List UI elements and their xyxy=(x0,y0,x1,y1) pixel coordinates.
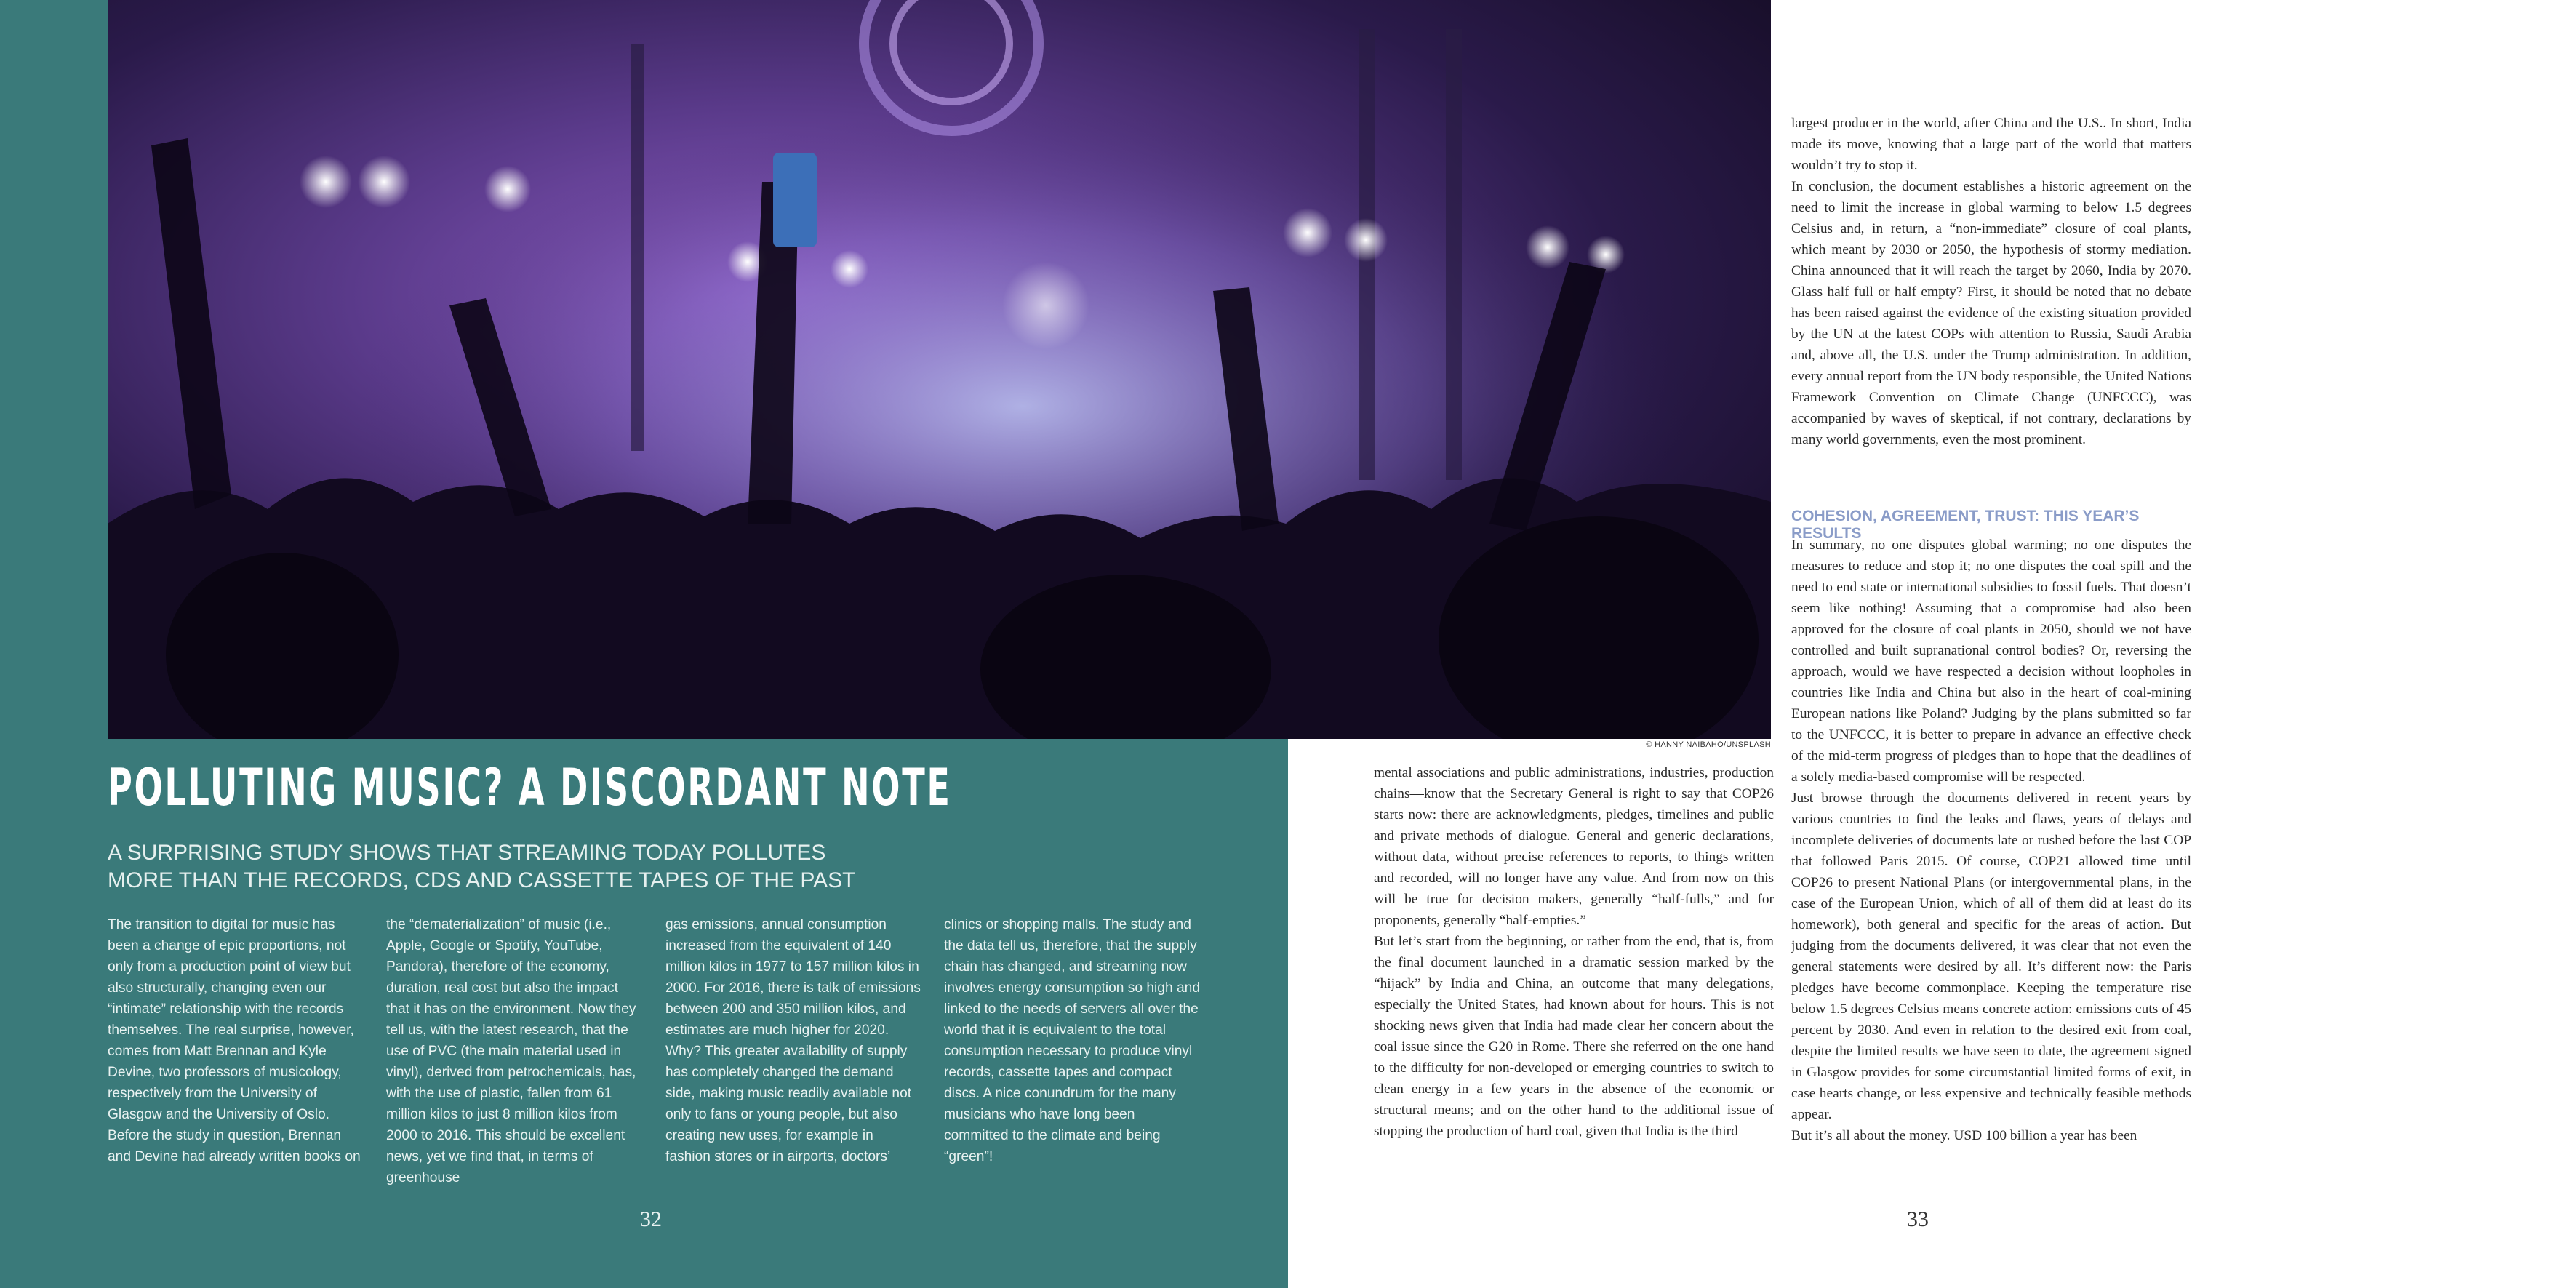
subhead-line-1: A SURPRISING STUDY SHOWS THAT STREAMING TODAY POLLUTES xyxy=(108,841,826,865)
left-column-2: the “dematerialization” of music (i.e., Apple, Google or Spotify, YouTube, Pandora), therefore of the economy, duration, real cost but also the impact that it has on the environment. Now they tell us, with the latest research, that the use of PVC (the main material used in vinyl), derived from petrochemicals, has, with the use of plastic, fallen from 61 million kilos to just 8 million kilos from 2000 to 2016. This should be excellent news, yet we find that, in terms of greenhouse xyxy=(386,917,636,1185)
right-column-bottom xyxy=(1791,535,2191,1146)
left-column-1: The transition to digital for music has been a change of epic proportions, not only from a production point of view but also structurally, changing even our “intimate” relationship with the records themselves. The real surprise, however, comes from Matt Brennan and Kyle Devine, two professors of musicology, respectively from the University of Glasgow and the University of Oslo. Before the study in question, Brennan and Devine had already written books on xyxy=(108,917,361,1164)
page-number-right: 33 xyxy=(1907,1207,1929,1231)
paragraph: In conclusion, the document establishes a historic agreement on the need to limit the increase in global warming to below 1.5 degrees Celsius and, in return, a “non-immediate” closure of coal plants, which meant by 2030 or 2050, the hypothesis of stormy mediation. China announced that it will reach the target by 2060, India by 2070. Glass half full or half empty? First, it should be noted that no debate has been raised against the evidence of the existing situation provided by the UN at the latest COPs with attention to Russia, Saudi Arabia and, above all, the U.S. under the Trump administration. In addition, every annual report from the UN body responsible, the United Nations Framework Convention on Climate Change (UNFCCC), was accompanied by waves of skeptical, if not contrary, declarations by many world governments, even the most prominent. xyxy=(1791,179,2191,447)
paragraph: But let’s start from the beginning, or rather from the end, that is, from the final document launched in a dramatic session marked by the “hijack” by India and China, an outcome that many delegations, especially the United States, had known about for hours. This is not shocking news given that India had made clear her concern about the coal issue since the G20 in Rome. There she referred on the one hand to the difficulty for non-developed or emerging countries to switch to clean energy in a few years in the absence of the economic or structural means; and on the other hand to the additional issue of stopping the production of hard coal, given that India is the third xyxy=(1374,934,1774,1139)
right-page-first-column xyxy=(1374,762,1774,1142)
photo-credit: © HANNY NAIBAHO/UNSPLASH xyxy=(1646,740,1771,749)
section-heading: COHESION, AGREEMENT, TRUST: THIS YEAR’S RESULTS xyxy=(1791,508,2140,542)
concert-crowd-photo xyxy=(108,0,1771,739)
paragraph: mental associations and public administrations, industries, production chains—know that the Secretary General is right to say that COP26 starts now: there are acknowledgments, pledges, timelines and public and private methods of dialogue. General and generic declarations, without data, without precise references to reports, to things written and recorded, will no longer have any value. And from now on this will be true for decision makers, generally “half-fulls,” and for proponents, generally “half-empties.” xyxy=(1374,765,1774,928)
page-number-left: 32 xyxy=(640,1207,662,1231)
paragraph: Just browse through the documents delivered in recent years by various countries to find the leaks and flaws, years of delays and incomplete deliveries of documents late or rushed before the last COP that followed Paris 2015. Of course, COP21 allowed time until COP26 to present National Plans (or intergovernmental plans, in the case of the European Union, which of all of them did at least do its homework), both general and specific for the areas of action. But judging from the documents delivered, it was clear that not even the general statements were desired by all. It’s different now: the Paris pledges have become commonplace. Keeping the temperature rise below 1.5 degrees Celsius means concrete action: emissions cuts of 45 percent by 2030. And even in relation to the desired exit from coal, despite the limited results we have seen to date, the agreement signed in Glasgow provides for some circumstantial limited forms of exit, in case hearts change, or less expensive and technically feasible methods appear. xyxy=(1791,791,2191,1122)
concert-photo-illustration xyxy=(108,0,1771,739)
paragraph: In summary, no one disputes global warming; no one disputes the measures to reduce and stop it; no one disputes the coal spill and the need to end state or international subsidies to fossil fuels. That doesn’t seem like nothing! Assuming that a compromise had also been approved for the closure of coal plants in 2050, should we not have controlled and built supranational control bodies? Or, reversing the approach, would we have respected a decision without loopholes in countries like India and China but also in the heart of coal-mining European nations like Poland? Judging by the plans submitted so far to the UNFCCC, it is better to prepare in advance an effective check of the mid-term progress of pledges than to hope that the deadlines of a solely media-based compromise will be respected. xyxy=(1791,537,2191,785)
article-subhead xyxy=(108,839,1017,895)
paragraph: But it’s all about the money. USD 100 billion a year has been xyxy=(1791,1128,2137,1143)
subhead-line-2: MORE THAN THE RECORDS, CDS AND CASSETTE TAPES OF THE PAST xyxy=(108,868,856,892)
left-column-3: gas emissions, annual consumption increased from the equivalent of 140 million kilos in 1977 to 157 million kilos in 2000. For 2016, there is talk of emissions between 200 and 350 million kilos, and estimates are much higher for 2020. Why? This greater availability of supply has completely changed the demand side, making music readily available not only to fans or young people, but also creating new uses, for example in fashion stores or in airports, doctors’ xyxy=(665,917,921,1164)
right-column-top xyxy=(1791,113,2191,450)
paragraph: largest producer in the world, after China and the U.S.. In short, India made its move, knowing that a large part of the world that matters wouldn’t try to stop it. xyxy=(1791,116,2191,173)
article-headline: POLLUTING MUSIC? A DISCORDANT NOTE xyxy=(108,758,952,817)
left-column-4: clinics or shopping malls. The study and the data tell us, therefore, that the supply chain has changed, and streaming now involves energy consumption so high and linked to the needs of servers all over the world that it is equivalent to the total consumption necessary to produce vinyl records, cassette tapes and compact discs. A nice conundrum for the many musicians who have long been committed to the climate and being “green”! xyxy=(944,917,1200,1164)
